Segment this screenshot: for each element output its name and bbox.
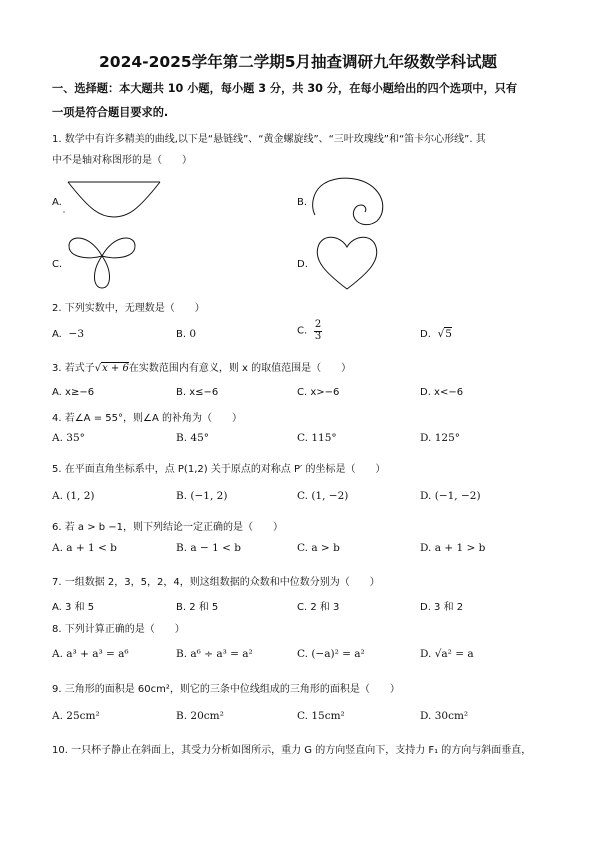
- fraction-two-thirds: $\frac{2}{3}$: [314, 319, 322, 342]
- q9-option-c: C. 15cm²: [297, 710, 345, 722]
- q3-option-c: C. x>−6: [297, 387, 340, 398]
- catenary-figure: [60, 180, 170, 225]
- section1-line2: 一项是符合题目要求的.: [52, 106, 169, 119]
- q1-option-c-label: C.: [52, 259, 63, 270]
- q1-option-b-label: B.: [297, 197, 308, 208]
- three-leaf-rose-figure: [65, 228, 145, 293]
- q3-option-b: B. x≤−6: [176, 387, 219, 398]
- q7-option-c: C. 2 和 3: [297, 602, 340, 613]
- q7-stem: 7. 一组数据 2，3，5，2，4，则这组数据的众数和中位数分别为（ ）: [52, 577, 380, 588]
- q7-option-d: D. 3 和 2: [420, 602, 464, 613]
- q4-option-c: C. 115°: [297, 432, 337, 444]
- golden-spiral-figure: [305, 175, 390, 230]
- q8-option-d: D. √a² = a: [420, 648, 474, 660]
- section1-line1: 一、选择题：本大题共 10 小题，每小题 3 分，共 30 分，在每小题给出的四个选项中，只有: [52, 82, 518, 95]
- q3-option-d: D. x<−6: [420, 387, 464, 398]
- q4-option-a: A. 35°: [52, 432, 85, 444]
- q5-option-d: D. (−1, −2): [420, 490, 481, 502]
- q8-option-b: B. a⁶ ÷ a³ = a²: [176, 648, 253, 660]
- q2-option-b: B. 0: [176, 328, 197, 340]
- q1-option-d-label: D.: [297, 259, 308, 270]
- q2-option-d: D. √5: [420, 328, 452, 340]
- q9-option-d: D. 30cm²: [420, 710, 469, 722]
- q9-option-b: B. 20cm²: [176, 710, 224, 722]
- q2-option-a: A. −3: [52, 328, 85, 340]
- q8-option-c: C. (−a)² = a²: [297, 648, 365, 660]
- q3-stem: 3. 若式子√x + 6在实数范围内有意义，则 x 的取值范围是（ ）: [52, 363, 352, 374]
- q1-stem-line1: 1. 数学中有许多精美的曲线,以下是“悬链线”、“黄金螺旋线”、“三叶玫瑰线”和“笛卡尔心形线”. 其: [52, 134, 486, 145]
- q6-option-c: C. a > b: [297, 542, 340, 554]
- cardioid-heart-figure: [310, 233, 385, 293]
- q6-option-b: B. a − 1 < b: [176, 542, 241, 554]
- q6-option-d: D. a + 1 > b: [420, 542, 486, 554]
- q8-option-a: A. a³ + a³ = a⁶: [52, 648, 129, 660]
- q5-stem: 5. 在平面直角坐标系中，点 P(1,2) 关于原点的对称点 P′ 的坐标是（ ）: [52, 464, 386, 475]
- q7-option-a: A. 3 和 5: [52, 602, 95, 613]
- q10-stem: 10. 一只杯子静止在斜面上，其受力分析如图所示，重力 G 的方向竖直向下，支持力 F₁ 的方向与斜面垂直，: [52, 745, 532, 756]
- q1-option-a-label: A.: [52, 197, 62, 208]
- q9-stem: 9. 三角形的面积是 60cm²，则它的三条中位线组成的三角形的面积是（ ）: [52, 684, 400, 695]
- q2-stem: 2. 下列实数中，无理数是（ ）: [52, 303, 205, 314]
- q5-option-c: C. (1, −2): [297, 490, 349, 502]
- q5-option-b: B. (−1, 2): [176, 490, 228, 502]
- q2-option-c: C. $\frac{2}{3}$: [297, 319, 322, 342]
- q6-option-a: A. a + 1 < b: [52, 542, 117, 554]
- q3-option-a: A. x≥−6: [52, 387, 95, 398]
- page-title: 2024-2025学年第二学期5月抽查调研九年级数学科试题: [99, 53, 497, 71]
- q4-option-b: B. 45°: [176, 432, 210, 444]
- q1-stem-line2: 中不是轴对称图形的是（ ）: [52, 155, 192, 166]
- q4-option-d: D. 125°: [420, 432, 461, 444]
- q5-option-a: A. (1, 2): [52, 490, 95, 502]
- q6-stem: 6. 若 a > b −1，则下列结论一定正确的是（ ）: [52, 522, 284, 533]
- q9-option-a: A. 25cm²: [52, 710, 100, 722]
- q7-option-b: B. 2 和 5: [176, 602, 219, 613]
- q4-stem: 4. 若∠A = 55°，则∠A 的补角为（ ）: [52, 413, 242, 424]
- q8-stem: 8. 下列计算正确的是（ ）: [52, 624, 185, 635]
